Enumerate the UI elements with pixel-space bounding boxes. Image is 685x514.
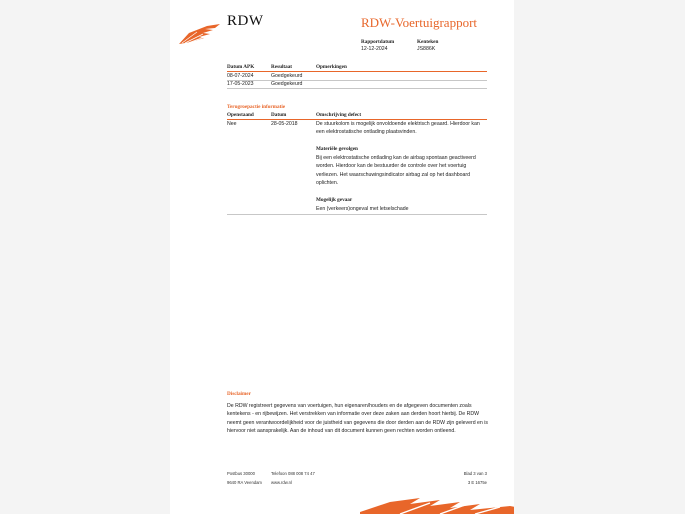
- brand-name: RDW: [227, 13, 264, 29]
- footer-web: www.rdw.nl: [271, 480, 292, 485]
- recall-open-value: Nee: [227, 121, 237, 127]
- apk-row-1-date: 08-07-2024: [227, 73, 254, 79]
- recall-date-value: 28-05-2018: [271, 121, 298, 127]
- danger-text: Een (verkeers)ongeval met letselschade: [316, 206, 409, 212]
- apk-header-result: Resultaat: [271, 64, 293, 70]
- footer-city: 9640 RA Veendam: [227, 480, 262, 485]
- apk-row-divider: [227, 80, 487, 81]
- disclaimer-title: Disclaimer: [227, 391, 251, 397]
- consequences-title: Materiële gevolgen: [316, 146, 358, 152]
- recall-end-divider: [227, 214, 487, 215]
- footer-postbox: Postbus 30000: [227, 471, 255, 476]
- rdw-logo-icon: [177, 23, 221, 45]
- danger-title: Mogelijk gevaar: [316, 197, 353, 203]
- plate-label: Kenteken: [417, 39, 439, 45]
- decorative-stripes-icon: [360, 494, 514, 514]
- consequences-text: Bij een elektrostatische ontlading kan de airbag spontaan geactiveerd worden. Hierdoor kan de bestuurder de controle over het voertuig verliezen. Het waarschuwingsindicator airbag zal op het dashboard oplichten.: [316, 155, 476, 186]
- apk-row-divider: [227, 88, 487, 89]
- footer-page: Blad 3 van 3: [463, 471, 487, 476]
- plate-value: JS886K: [417, 46, 436, 52]
- apk-row-2-result: Goedgekeurd: [271, 81, 303, 87]
- recall-header-open: Openstaand: [227, 112, 254, 118]
- footer-phone: Telefoon 088 008 74 47: [271, 471, 315, 476]
- apk-header-remarks: Opmerkingen: [316, 64, 347, 70]
- recall-header-defect: Omschrijving defect: [316, 112, 362, 118]
- recall-defect-text: De stuurkolom is mogelijk onvoldoende elektrisch geaard. Hierdoor kan een elektrostatische ontlading plaatsvinden.: [316, 121, 480, 136]
- recall-title: Terugroepactie informatie: [227, 104, 286, 110]
- apk-row-1-result: Goedgekeurd: [271, 73, 303, 79]
- report-date-label: Rapportdatum: [361, 39, 395, 45]
- apk-header-date: Datum APK: [227, 64, 255, 70]
- footer-code: 3 E 1675e: [467, 480, 487, 485]
- recall-header-date: Datum: [271, 112, 287, 118]
- apk-row-2-date: 17-05-2023: [227, 81, 254, 87]
- report-date-value: 12-12-2024: [361, 46, 388, 52]
- report-page: [170, 0, 514, 514]
- page-title: RDW-Voertuigrapport: [361, 15, 478, 30]
- disclaimer-text: De RDW registreert gegevens van voertuigen, hun eigenaren/houders en de afgegeven documenten zoals kentekens - en rijbewijzen. Het verstrekken van informatie over deze zaken aan derden hoort hierbij. De RDW neemt geen verantwoordelijkheid voor de juistheid van gegevens die door derden aan de RDW zijn geleverd en is hiervoor niet aansprakelijk. Aan de inhoud van dit document kunnen geen rechten worden ontleend.: [227, 403, 488, 434]
- apk-header-divider: [227, 71, 487, 72]
